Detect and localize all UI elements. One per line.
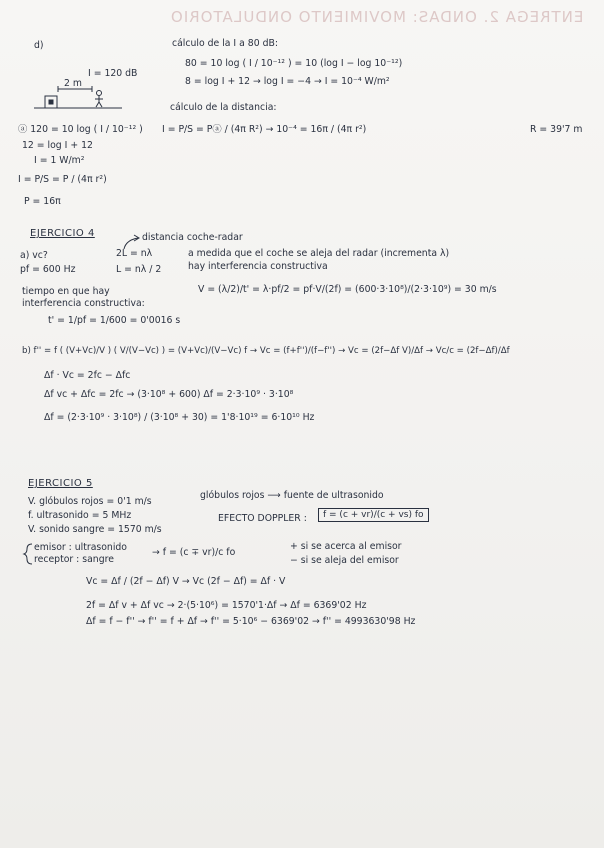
calc-a-line4: I = P/S = P / (4π r²)	[18, 174, 107, 185]
ex4-velocity-eq: V = (λ/2)/t' = λ·pf/2 = pf·V/(2f) = (600·3·10⁸)/(2·3·10⁹) = 30 m/s	[198, 284, 497, 295]
part-d-label: d)	[34, 40, 44, 51]
exercise-4-title: EJERCICIO 4	[30, 228, 95, 239]
bleed-through-heading: ENTREGA 2. ONDAS: MOVIMIENTO ONDULATORIO	[170, 8, 584, 26]
ex4-part-b-eq: b) f'' = f ( (V+Vc)/V ) ( V/(V−Vc) ) = (V+Vc)/(V−Vc) f → Vc = (f+f'')/(f−f'') → Vc = (2f−Δf V)/Δf → Vc/c = (2f−Δf)/Δf	[22, 346, 510, 356]
note-distance: distancia coche-radar	[142, 232, 243, 243]
ex5-doppler-formula: f = (c + vr)/(c + vs) fo	[323, 510, 424, 520]
ex4-eq-L: L = nλ / 2	[116, 264, 162, 275]
calc-intensity-line1: 80 = 10 log ( I / 10⁻¹² ) = 10 (log I − log 10⁻¹²)	[185, 58, 403, 69]
ex4-time-1: tiempo en que hay	[22, 286, 110, 297]
calc-a-line3: I = 1 W/m²	[34, 155, 85, 166]
ex5-final-line: Δf = f − f'' → f'' = f + Δf → f'' = 5·10⁶ − 6369'02 → f'' = 4993630'98 Hz	[86, 616, 416, 627]
ex5-doppler-formula-box	[318, 508, 429, 522]
ex5-relation: glóbulos rojos ⟶ fuente de ultrasonido	[200, 490, 384, 501]
ex5-2f-line: 2f = Δf v + Δf vc → 2·(5·10⁶) = 1570'1·Δf → Δf = 6369'02 Hz	[86, 600, 367, 611]
calc-distance-line1: I = P/S = Pⓐ / (4π R²) → 10⁻⁴ = 16π / (4π r²)	[162, 124, 367, 135]
ex4-part-b-line4: Δf = (2·3·10⁹ · 3·10⁸) / (3·10⁸ + 30) = 1'8·10¹⁹ = 6·10¹⁰ Hz	[44, 412, 315, 423]
calc-a-line1: ⓐ 120 = 10 log ( I / 10⁻¹² )	[18, 124, 143, 135]
ex4-given: pf = 600 Hz	[20, 264, 76, 275]
ex4-part-b-line2: Δf · Vc = 2fc − Δfc	[44, 370, 131, 381]
ex4-time-2: interferencia constructiva:	[22, 298, 145, 309]
calc-intensity-title: cálculo de la I a 80 dB:	[172, 38, 278, 49]
ex4-explain-2: hay interferencia constructiva	[188, 261, 328, 272]
ex4-explain-1: a medida que el coche se aleja del radar (incrementa λ)	[188, 248, 450, 259]
calc-a-line2: 12 = log I + 12	[22, 140, 93, 151]
calc-intensity-line2: 8 = log I + 12 → log I = −4 → I = 10⁻⁴ W/m²	[185, 76, 390, 87]
ex4-part-b-line3: Δf vc + Δfc = 2fc → (3·10⁸ + 600) Δf = 2·3·10⁹ · 3·10⁸	[44, 389, 294, 400]
ex5-receiver: receptor : sangre	[34, 554, 114, 565]
calc-a-line5: P = 16π	[24, 196, 61, 207]
ex5-sign-plus: + si se acerca al emisor	[290, 541, 402, 552]
exercise-5-title: EJERCICIO 5	[28, 478, 93, 489]
ex5-doppler-label: EFECTO DOPPLER :	[218, 513, 307, 524]
ex4-question-a: a) vc?	[20, 250, 48, 261]
ex5-f-equation: → f = (c ∓ vr)/c fo	[152, 547, 236, 558]
ex5-given-2: f. ultrasonido = 5 MHz	[28, 510, 132, 521]
note-arrow	[124, 235, 139, 249]
ex4-eq-2L: 2L = nλ	[116, 248, 153, 259]
calc-distance-title: cálculo de la distancia:	[170, 102, 277, 113]
ex5-given-3: V. sonido sangre = 1570 m/s	[28, 524, 162, 535]
diagram-distance-label: 2 m	[64, 78, 82, 89]
diagram-intensity-label: I = 120 dB	[88, 68, 138, 79]
ex5-given-1: V. glóbulos rojos = 0'1 m/s	[28, 496, 152, 507]
ex5-vc-equation: Vc = Δf / (2f − Δf) V → Vc (2f − Δf) = Δf · V	[86, 576, 286, 587]
ex5-sign-minus: − si se aleja del emisor	[290, 555, 399, 566]
ex4-time-eq: t' = 1/pf = 1/600 = 0'0016 s	[48, 315, 181, 326]
source-listener-diagram	[34, 86, 122, 108]
calc-distance-result: R = 39'7 m	[530, 124, 583, 135]
brace	[24, 544, 32, 564]
ex5-emitter: emisor : ultrasonido	[34, 542, 127, 553]
